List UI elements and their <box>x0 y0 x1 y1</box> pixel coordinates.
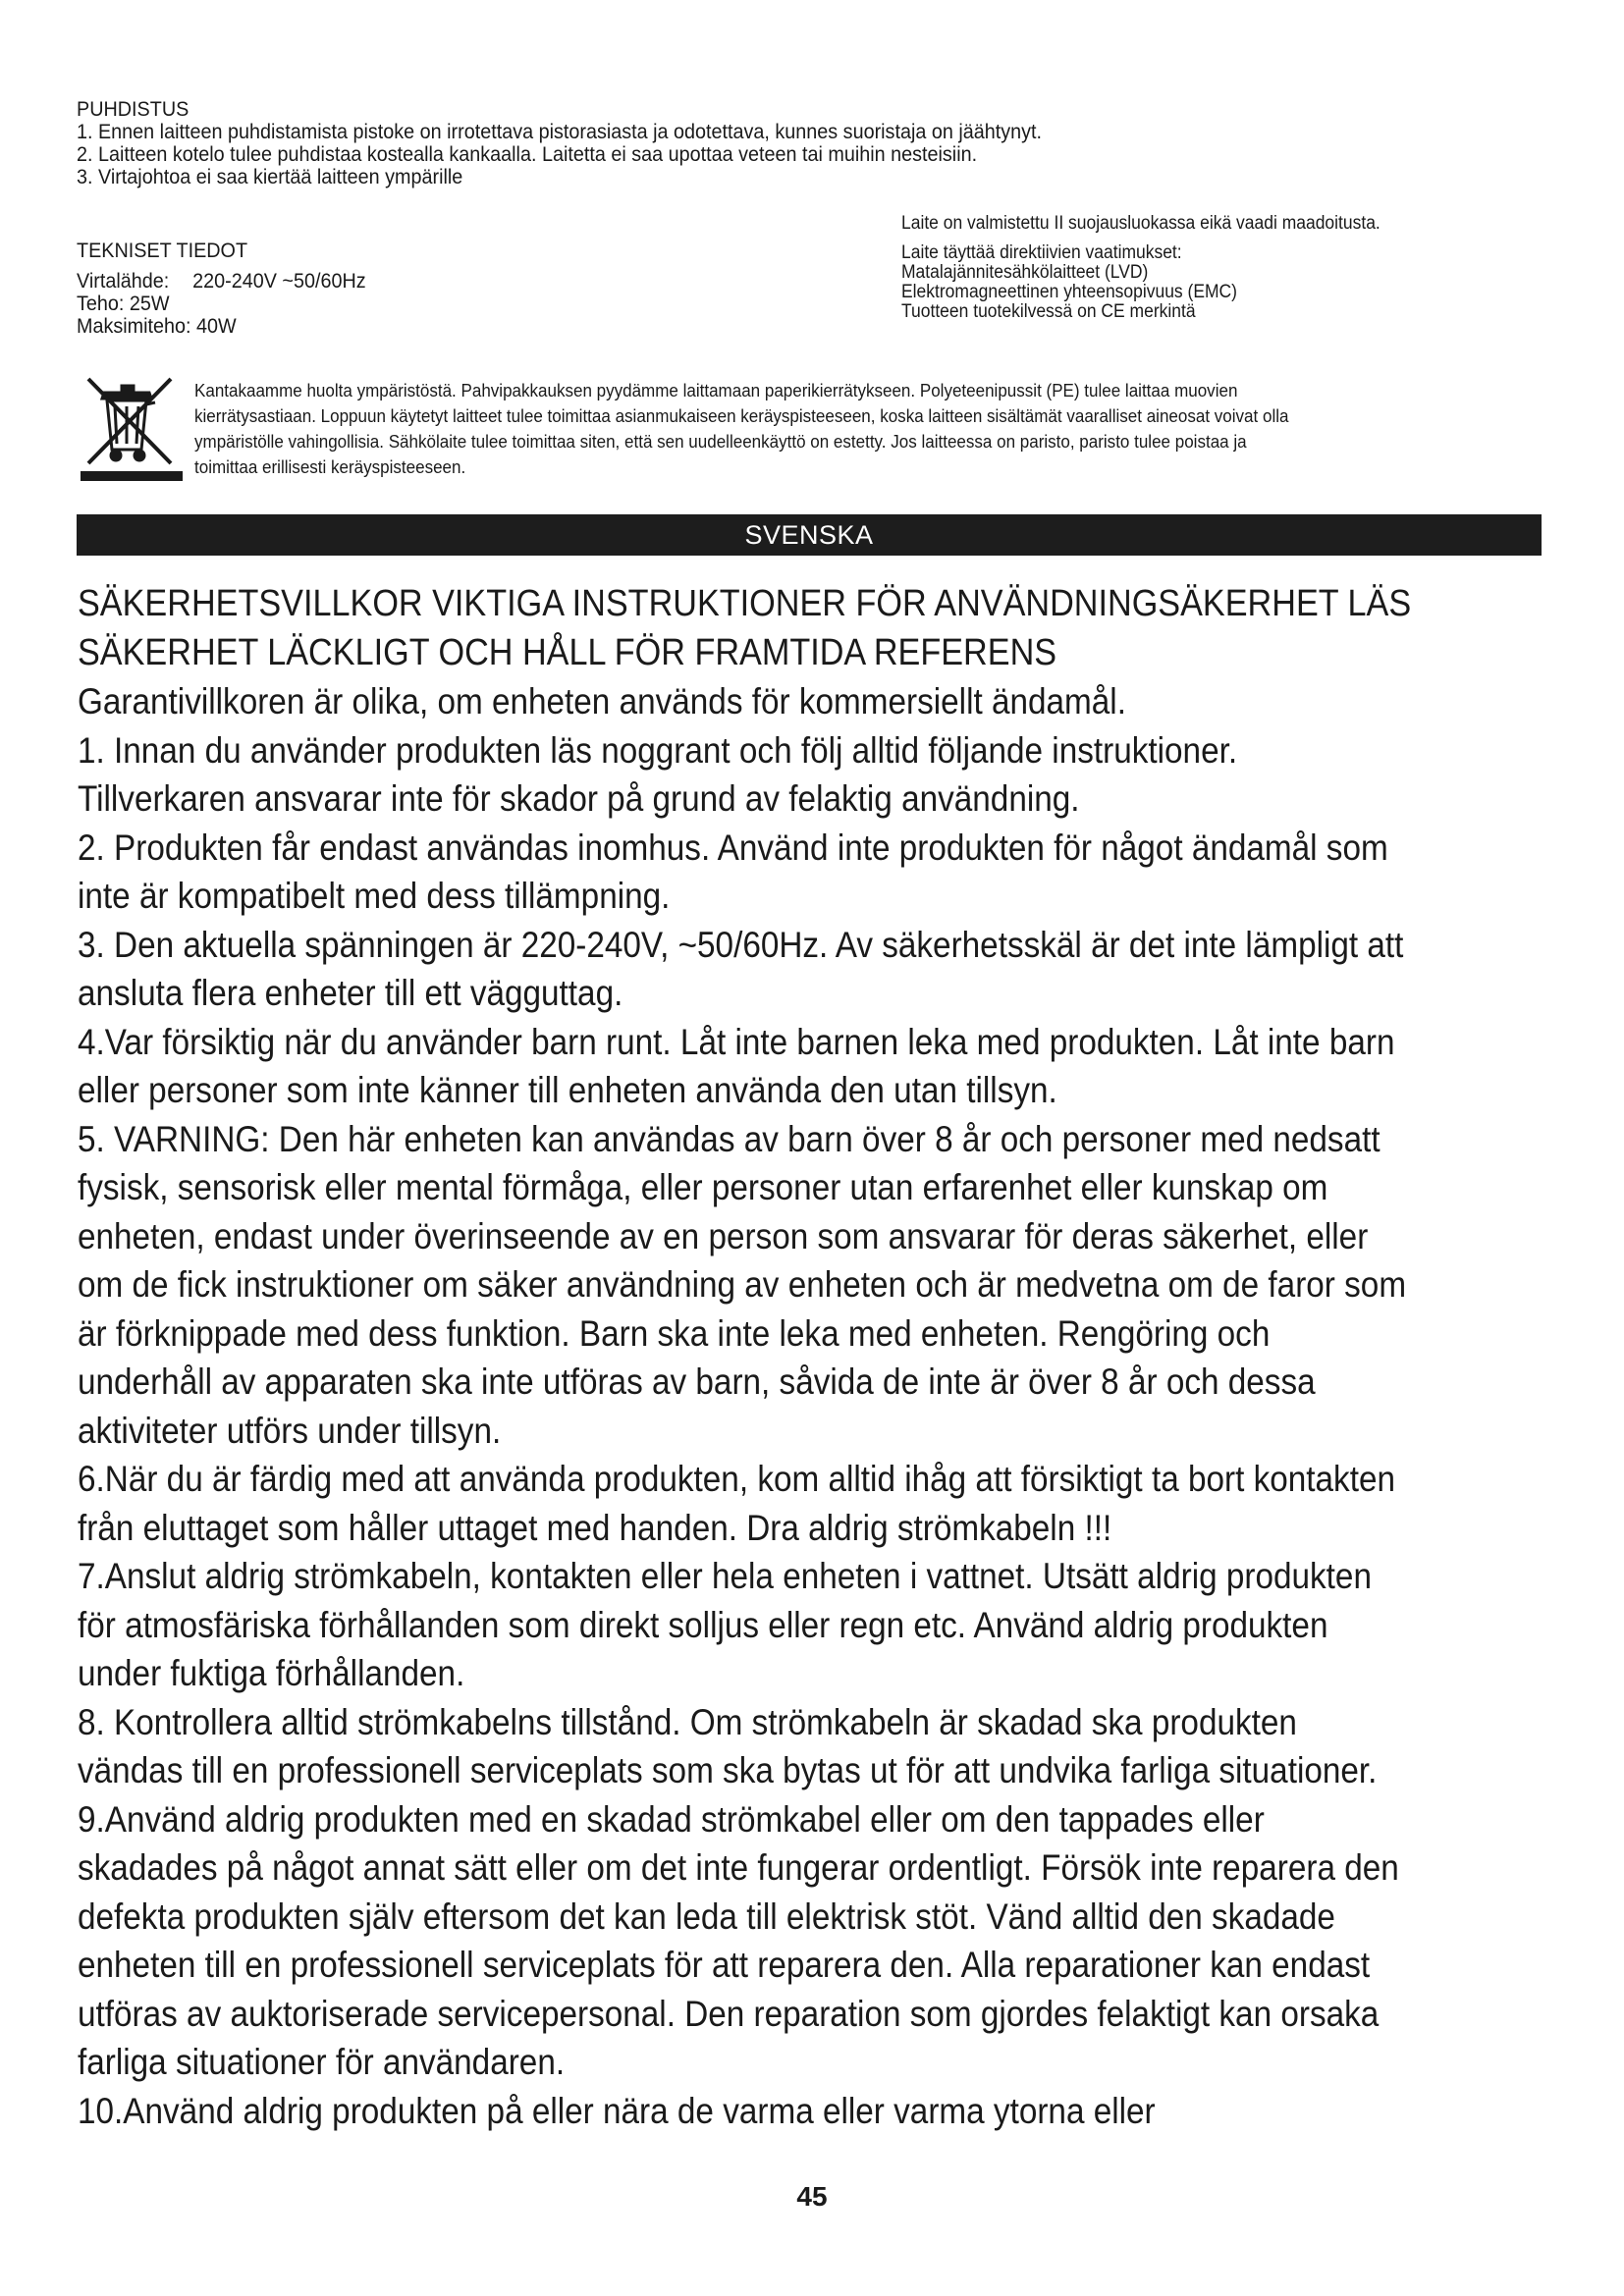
supply-row <box>77 270 511 293</box>
instruction-line: eller personer som inte känner till enheten använda den utan tillsyn. <box>78 1070 1057 1110</box>
instruction-line: fysisk, sensorisk eller mental förmåga, eller personer utan erfarenhet eller kunskap om <box>78 1167 1328 1207</box>
cleaning-line: 2. Laitteen kotelo tulee puhdistaa kostealla kankaalla. Laitetta ei saa upottaa veteen tai muihin nesteisiin. <box>77 142 978 166</box>
instruction-line: defekta produkten själv eftersom det kan leda till elektrisk stöt. Vänd alltid den skadade <box>78 1896 1335 1937</box>
cleaning-section <box>77 98 1414 188</box>
recycling-line: Kantakaamme huolta ympäristöstä. Pahvipakkauksen pyydämme laittamaan paperikierrätykseen. Polyeteenipussit (PE) tulee laittaa muovien <box>194 380 1238 400</box>
crossed-out-wheelie-bin-icon <box>81 373 183 483</box>
compliance-line: Matalajännitesähkölaitteet (LVD) <box>901 262 1149 283</box>
instruction-line: farliga situationer för användaren. <box>78 2042 566 2082</box>
instruction-line: enheten till en professionell serviceplats för att reparera den. Alla reparationer kan endast <box>78 1945 1371 1985</box>
compliance-line: Laite täyttää direktiivien vaatimukset: <box>901 242 1182 263</box>
cleaning-line: 3. Virtajohtoa ei saa kiertää laitteen ympärille <box>77 165 463 188</box>
instruction-line: för atmosfäriska förhållanden som direkt solljus eller regn etc. Använd aldrig produkten <box>78 1604 1328 1645</box>
instruction-line: 10.Använd aldrig produkten på eller nära de varma eller varma ytorna eller <box>78 2090 1156 2131</box>
instruction-line: ansluta flera enheter till ett vägguttag. <box>78 973 623 1013</box>
language-bar <box>77 514 1542 556</box>
recycling-line: ympäristölle vahingollisia. Sähkölaite tulee toimittaa siten, että sen uudelleenkäyttö on estetty. Jos laitteessa on paristo, paristo tulee poistaa ja <box>194 431 1247 452</box>
instruction-line: vändas till en professionell serviceplats som ska bytas ut för att undvika farliga situationer. <box>78 1750 1378 1790</box>
instruction-line: om de fick instruktioner om säker användning av enheten och är medvetna om de faror som <box>78 1264 1407 1305</box>
supply-value: 220-240V ~50/60Hz <box>192 269 366 293</box>
instruction-line: utföras av auktoriserade servicepersonal. Den reparation som gjordes felaktigt kan orsaka <box>78 1993 1380 2034</box>
instruction-line: 3. Den aktuella spänningen är 220-240V, ~50/60Hz. Av säkerhetsskäl är det inte lämpligt att <box>78 924 1404 965</box>
technical-heading: TEKNISET TIEDOT <box>77 239 248 262</box>
recycling-line: kierrätysastiaan. Loppuun käytetyt laitteet tulee toimittaa asianmukaiseen keräyspisteeseen, koska laitteen sisältämät vaaralliset aineosat voivat olla <box>194 405 1289 426</box>
instruction-line: Garantivillkoren är olika, om enheten används för kommersiellt ändamål. <box>78 681 1126 721</box>
instruction-line: 6.När du är färdig med att använda produkten, kom alltid ihåg att försiktigt ta bort kontakten <box>78 1459 1396 1499</box>
cleaning-heading: PUHDISTUS <box>77 97 189 121</box>
instruction-line: Tillverkaren ansvarar inte för skador på grund av felaktig användning. <box>78 778 1080 819</box>
section-title: SÄKERHET LÄCKLIGT OCH HÅLL FÖR FRAMTIDA REFERENS <box>78 631 1057 673</box>
instruction-line: är förknippade med dess funktion. Barn ska inte leka med enheten. Rengöring och <box>78 1312 1271 1354</box>
recycling-line: toimittaa erillisesti keräyspisteeseen. <box>194 456 466 477</box>
technical-data-section <box>77 240 511 338</box>
instruction-line: aktiviteter utförs under tillsyn. <box>78 1410 502 1451</box>
instruction-line: 5. VARNING: Den här enheten kan användas av barn över 8 år och personer med nedsatt <box>78 1118 1380 1159</box>
section-title: SÄKERHETSVILLKOR VIKTIGA INSTRUKTIONER FÖR ANVÄNDNINGSÄKERHET LÄS <box>78 583 1412 624</box>
compliance-line: Laite on valmistettu II suojausluokassa eikä vaadi maadoitusta. <box>901 213 1380 234</box>
instruction-line: 2. Produkten får endast användas inomhus. Använd inte produkten för något ändamål som <box>78 827 1388 868</box>
compliance-line: Tuotteen tuotekilvessä on CE merkintä <box>901 301 1196 322</box>
instruction-line: från eluttaget som håller uttaget med handen. Dra aldrig strömkabeln !!! <box>78 1507 1112 1548</box>
page-number: 45 <box>796 2181 828 2212</box>
instruction-line: 1. Innan du använder produkten läs noggrant och följ alltid följande instruktioner. <box>78 729 1238 771</box>
compliance-line: Elektromagneettinen yhteensopivuus (EMC) <box>901 282 1238 302</box>
cleaning-line: 1. Ennen laitteen puhdistamista pistoke on irrotettava pistorasiasta ja odotettava, kunnes suoristaja on jäähtynyt. <box>77 120 1043 143</box>
instruction-line: inte är kompatibelt med dess tillämpning. <box>78 876 671 916</box>
instruction-line: 9.Använd aldrig produkten med en skadad strömkabel eller om den tappades eller <box>78 1798 1265 1840</box>
max-power-row: Maksimiteho: 40W <box>77 314 237 338</box>
instruction-line: 8. Kontrollera alltid strömkabelns tillstånd. Om strömkabeln är skadad ska produkten <box>78 1701 1297 1742</box>
instruction-line: enheten, endast under överinseende av en person som ansvarar för deras säkerhet, eller <box>78 1215 1369 1256</box>
instruction-line: skadades på något annat sätt eller om det inte fungerar ordentligt. Försök inte reparera den <box>78 1847 1399 1888</box>
instruction-line: underhåll av apparaten ska inte utföras av barn, såvida de inte är över 8 år och dessa <box>78 1362 1316 1402</box>
instruction-line: 4.Var försiktig när du använder barn runt. Låt inte barnen leka med produkten. Låt inte barn <box>78 1021 1395 1062</box>
supply-label: Virtalähde: <box>77 269 170 293</box>
recycling-section <box>194 378 1432 480</box>
compliance-section <box>901 214 1380 322</box>
power-row: Teho: 25W <box>77 292 170 315</box>
language-label: SVENSKA <box>744 519 874 550</box>
instruction-line: 7.Anslut aldrig strömkabeln, kontakten eller hela enheten i vattnet. Utsätt aldrig produkten <box>78 1556 1372 1596</box>
instruction-line: under fuktiga förhållanden. <box>78 1653 465 1693</box>
swedish-instructions <box>78 580 1509 2135</box>
